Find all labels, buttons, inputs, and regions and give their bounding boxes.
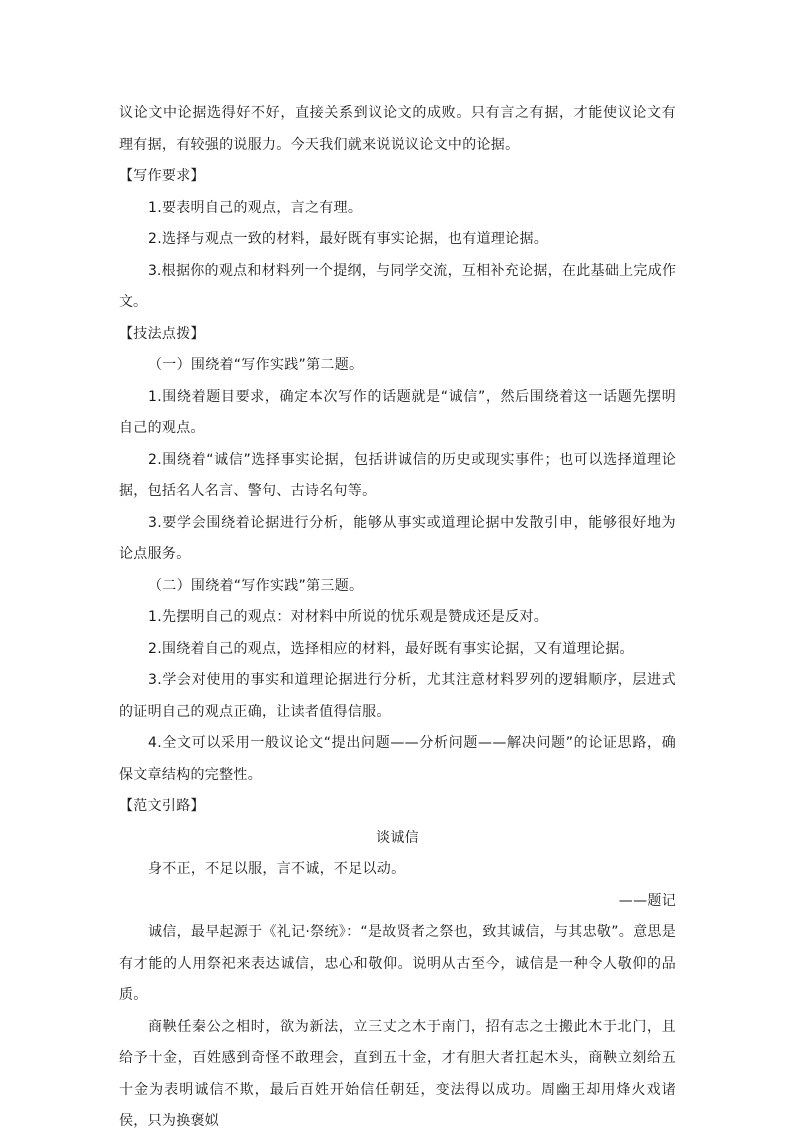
essay-epigraph: 身不正，不足以服，言不诚，不足以动。 xyxy=(148,861,406,877)
document-content xyxy=(119,98,676,1138)
essay-paragraph: 诚信，最早起源于《礼记·祭统》：“是故贤者之祭也，致其诚信，与其忠敬”。意思是有才能的人用祭祀来表达诚信，忠心和敬仰。说明从古至今，诚信是一种令人敬仰的品质。 xyxy=(119,924,676,1003)
requirements-heading: 【写作要求】 xyxy=(119,168,205,184)
intro-paragraph: 议论文中论据选得好不好，直接关系到议论文的成败。只有言之有据，才能使议论文有理有据，有较强的说服力。今天我们就来说说议论文中的论据。 xyxy=(119,105,676,153)
essay-paragraph: 商鞅任秦公之相时，欲为新法，立三丈之木于南门，招有志之士搬此木于北门，且给予十金，百姓感到奇怪不敢理会，直到五十金，才有胆大者扛起木头，商鞅立刻给五十金为表明诚信不欺，最后百姓开始信任朝廷，变法得以成功。周幽王却用烽火戏诸侯，只为换褒姒 xyxy=(119,1018,676,1129)
tips-part1-item: 3.要学会围绕着论据进行分析，能够从事实或道理论据中发散引申，能够很好地为论点服务。 xyxy=(119,514,676,562)
essay-epigraph-source: ——题记 xyxy=(618,892,676,909)
tips-part1-item: 2.围绕着“诚信”选择事实论据，包括讲诚信的历史或现实事件；也可以选择道理论据，包括名人名言、警句、古诗名句等。 xyxy=(119,451,676,499)
example-heading: 【范文引路】 xyxy=(119,798,205,814)
essay-title: 谈诚信 xyxy=(376,829,419,846)
tips-part1-title: （一）围绕着“写作实践”第二题。 xyxy=(148,357,364,373)
requirement-item: 2.选择与观点一致的材料，最好既有事实论据，也有道理论据。 xyxy=(148,231,549,247)
tips-part2-title: （二）围绕着“写作实践”第三题。 xyxy=(148,577,364,594)
tips-part2-item: 3.学会对使用的事实和道理论据进行分析，尤其注意材料罗列的逻辑顺序，层进式的证明自己的观点正确，让读者值得信服。 xyxy=(119,672,676,720)
tips-part2-item: 1.先摆明自己的观点：对材料中所说的忧乐观是赞成还是反对。 xyxy=(148,609,549,625)
tips-part1-item: 1.围绕着题目要求，确定本次写作的话题就是“诚信”，然后围绕着这一话题先摆明自己的观点。 xyxy=(119,388,676,436)
tips-part2-item: 4.全文可以采用一般议论文“提出问题——分析问题——解决问题”的论证思路，确保文章结构的完整性。 xyxy=(119,735,676,783)
tips-heading: 【技法点拨】 xyxy=(119,325,205,342)
requirement-item: 1.要表明自己的观点，言之有理。 xyxy=(148,199,363,216)
tips-part2-item: 2.围绕着自己的观点，选择相应的材料，最好既有事实论据，又有道理论据。 xyxy=(148,640,634,657)
requirement-item: 3.根据你的观点和材料列一个提纲，与同学交流，互相补充论据，在此基础上完成作文。 xyxy=(119,262,676,310)
